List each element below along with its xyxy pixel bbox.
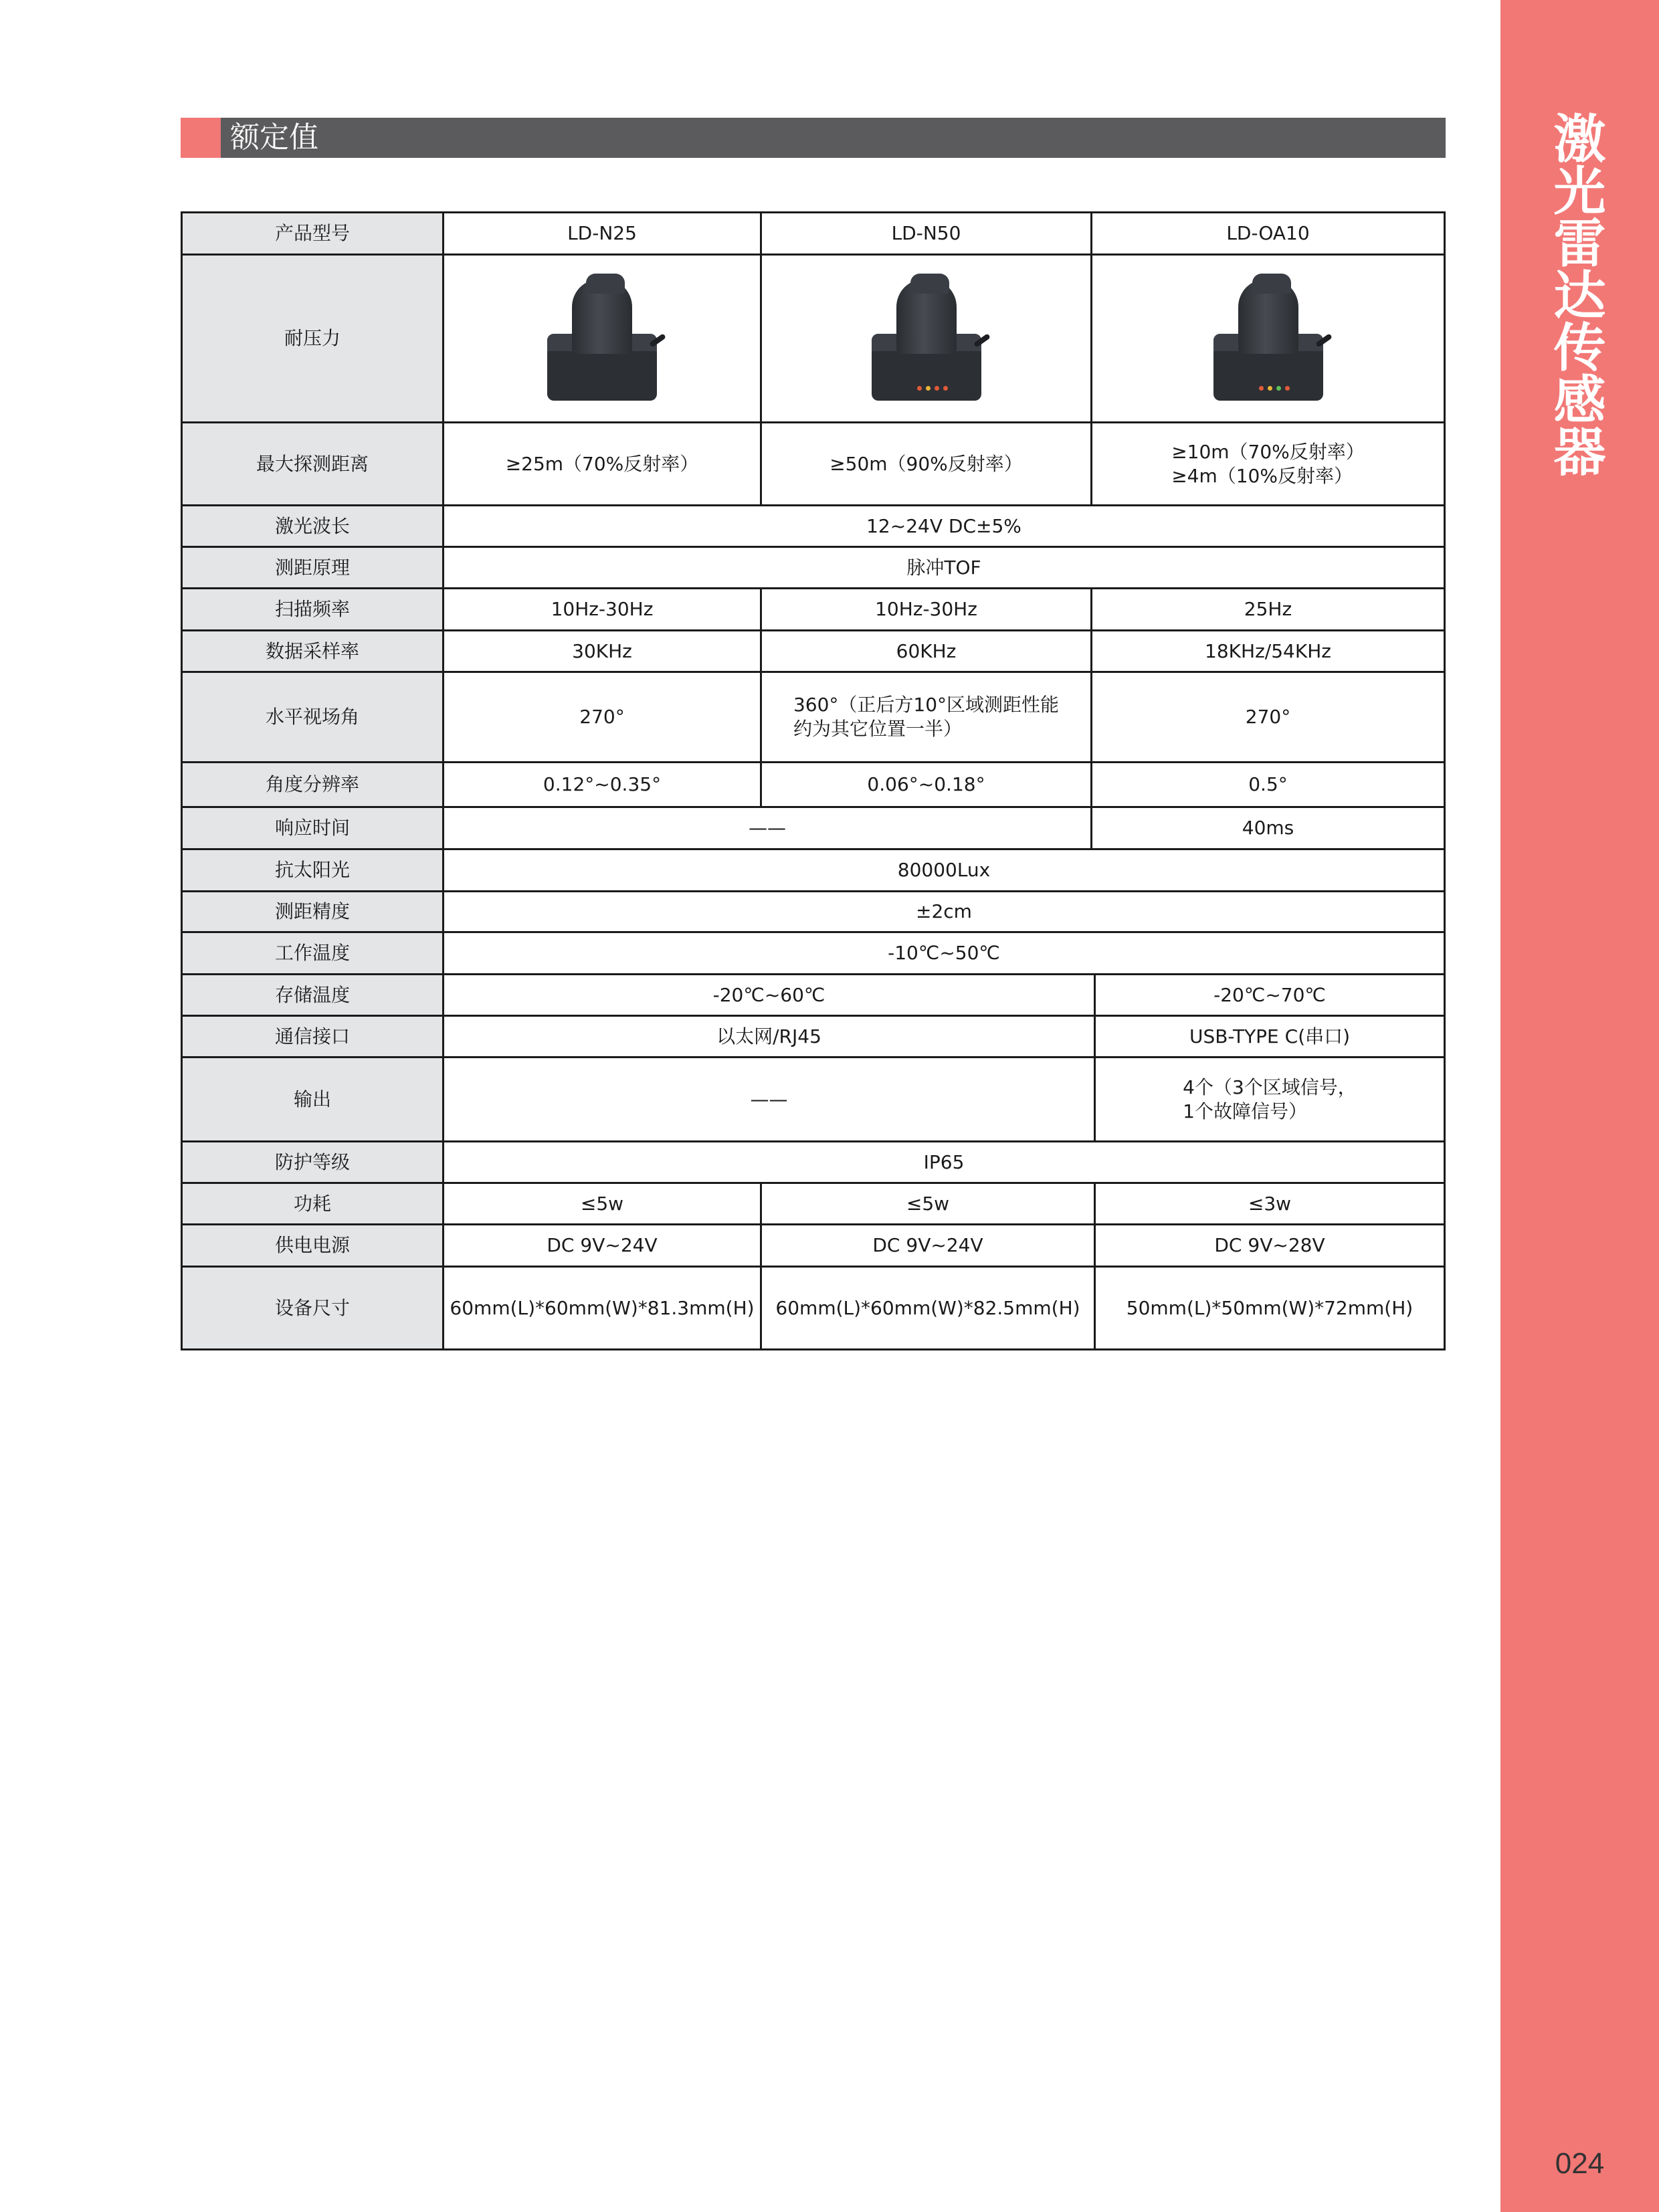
image-cell-n25 [442, 254, 762, 423]
cell-value: 0.12°~0.35° [543, 773, 662, 795]
size-label-cell [181, 1266, 444, 1350]
cell-value: ≥10m（70%反射率） ≥4m（10%反射率） [1171, 440, 1365, 487]
cell-value: 270° [579, 706, 625, 728]
side-title-char: 雷 [1553, 214, 1606, 274]
cell-value: 270° [1245, 706, 1291, 728]
max-range-label-cell [181, 421, 444, 506]
model-name: LD-N25 [567, 222, 637, 244]
sample-rate-n25 [442, 629, 762, 673]
cell-value: ≤3w [1248, 1192, 1292, 1215]
sunlight-label-cell [181, 848, 444, 892]
row-label: 防护等级 [274, 1150, 350, 1173]
response-oa10 [1090, 806, 1446, 850]
cell-value: ≥25m（70%反射率） [505, 452, 699, 475]
cell-value: 10Hz-30Hz [551, 598, 654, 620]
cell-value: 50mm(L)*50mm(W)*72mm(H) [1126, 1296, 1413, 1319]
accuracy-label-cell [181, 890, 444, 933]
power-label-cell [181, 1182, 444, 1225]
fov-n50 [760, 671, 1092, 763]
row-label: 通信接口 [274, 1025, 350, 1047]
cell-value: 0.06°~0.18° [867, 773, 985, 795]
response-label-cell [181, 806, 444, 850]
cell-value: ≤5w [906, 1192, 950, 1215]
image-row-label-cell [181, 254, 444, 423]
row-label: 激光波长 [274, 514, 350, 537]
cell-value: -20℃~60℃ [712, 983, 825, 1006]
row-label: 角度分辨率 [265, 773, 359, 795]
supply-n50 [760, 1223, 1096, 1268]
row-label: 响应时间 [274, 817, 350, 839]
sunlight-value [442, 848, 1446, 892]
cell-value: 4个（3个区域信号， 1个故障信号） [1183, 1076, 1357, 1122]
model-header-oa10 [1090, 211, 1446, 256]
side-title-char: 光 [1553, 162, 1606, 222]
cell-value: 80000Lux [897, 859, 991, 881]
laser-scanner-ld-oa10-image [1201, 268, 1335, 409]
angle-res-n50 [760, 761, 1092, 808]
interface-label-cell [181, 1015, 444, 1058]
scan-freq-n50 [760, 587, 1092, 631]
scan-freq-label-cell [181, 587, 444, 631]
cell-value: 360°（正后方10°区域测距性能 约为其它位置一半） [793, 694, 1060, 740]
protection-label-cell [181, 1140, 444, 1184]
cell-value: 0.5° [1248, 773, 1288, 795]
cell-value: 25Hz [1244, 598, 1292, 620]
row-label: 最大探测距离 [256, 452, 369, 475]
row-label: 测距原理 [274, 556, 350, 579]
side-title-char: 感 [1553, 371, 1606, 431]
header-label: 产品型号 [274, 222, 350, 244]
header-label-cell [181, 211, 444, 256]
work-temp-value [442, 931, 1446, 975]
supply-oa10 [1094, 1223, 1446, 1268]
max-range-n25 [442, 421, 762, 506]
cell-value: 12~24V DC±5% [866, 514, 1021, 537]
side-title-char: 激 [1553, 110, 1606, 170]
wavelength-label-cell [181, 504, 444, 548]
cell-value: 60mm(L)*60mm(W)*82.5mm(H) [775, 1296, 1080, 1319]
power-n25 [442, 1182, 762, 1225]
row-label: 数据采样率 [265, 639, 359, 662]
output-n25-n50 [442, 1056, 1096, 1142]
storage-temp-oa10 [1094, 973, 1446, 1017]
spec-table [181, 211, 1446, 1350]
side-title-char: 器 [1553, 423, 1606, 483]
supply-label-cell [181, 1223, 444, 1268]
fov-oa10 [1090, 671, 1446, 763]
image-cell-n50 [760, 254, 1092, 423]
interface-oa10 [1094, 1015, 1446, 1058]
storage-temp-n25-n50 [442, 973, 1096, 1017]
model-name: LD-OA10 [1226, 222, 1310, 244]
power-oa10 [1094, 1182, 1446, 1225]
fov-label-cell [181, 671, 444, 763]
principle-value [442, 546, 1446, 589]
section-header-accent [181, 118, 221, 158]
cell-value: ≥50m（90%反射率） [830, 452, 1023, 475]
status-leds [1259, 386, 1290, 391]
output-label-cell [181, 1056, 444, 1142]
output-oa10 [1094, 1056, 1446, 1142]
max-range-n50 [760, 421, 1092, 506]
size-oa10 [1094, 1266, 1446, 1350]
cell-value: —— [750, 1088, 788, 1110]
side-title [1500, 110, 1659, 483]
cell-value: 18KHz/54KHz [1205, 639, 1331, 662]
section-title: 额定值 [230, 120, 318, 155]
cell-value: USB-TYPE C(串口) [1189, 1025, 1351, 1047]
side-title-char: 传 [1553, 318, 1606, 379]
cell-value: ≤5w [580, 1192, 624, 1215]
cell-value: ±2cm [916, 900, 972, 922]
row-label: 扫描频率 [274, 598, 350, 620]
cell-value: 40ms [1242, 817, 1294, 839]
cell-value: 60mm(L)*60mm(W)*81.3mm(H) [450, 1296, 755, 1319]
image-cell-oa10 [1090, 254, 1446, 423]
cell-value: DC 9V~28V [1214, 1234, 1325, 1256]
scan-freq-n25 [442, 587, 762, 631]
row-label: 耐压力 [284, 327, 340, 349]
interface-n25-n50 [442, 1015, 1096, 1058]
cell-value: 以太网/RJ45 [716, 1025, 821, 1047]
laser-scanner-ld-n50-image [860, 268, 993, 409]
response-n25-n50 [442, 806, 1092, 850]
wavelength-value [442, 504, 1446, 548]
accuracy-value [442, 890, 1446, 933]
status-leds [917, 386, 948, 391]
row-label: 抗太阳光 [274, 859, 350, 881]
supply-n25 [442, 1223, 762, 1268]
angle-res-n25 [442, 761, 762, 808]
sample-rate-oa10 [1090, 629, 1446, 673]
storage-temp-label-cell [181, 973, 444, 1017]
angle-res-oa10 [1090, 761, 1446, 808]
size-n50 [760, 1266, 1096, 1350]
row-label: 测距精度 [274, 900, 350, 922]
section-header [181, 118, 1446, 158]
row-label: 工作温度 [274, 942, 350, 964]
cell-value: 30KHz [572, 639, 632, 662]
row-label: 功耗 [293, 1192, 331, 1215]
work-temp-label-cell [181, 931, 444, 975]
row-label: 供电电源 [274, 1234, 350, 1256]
side-band [1500, 0, 1659, 2212]
cell-value: 脉冲TOF [906, 556, 981, 579]
cell-value: DC 9V~24V [547, 1234, 658, 1256]
laser-scanner-ld-n25-image [535, 268, 669, 409]
power-n50 [760, 1182, 1096, 1225]
size-n25 [442, 1266, 762, 1350]
angle-res-label-cell [181, 761, 444, 808]
page-number: 024 [1555, 2147, 1605, 2180]
scan-freq-oa10 [1090, 587, 1446, 631]
protection-value [442, 1140, 1446, 1184]
sample-rate-label-cell [181, 629, 444, 673]
sample-rate-n50 [760, 629, 1092, 673]
row-label: 水平视场角 [265, 706, 359, 728]
max-range-oa10 [1090, 421, 1446, 506]
model-header-n50 [760, 211, 1092, 256]
model-name: LD-N50 [891, 222, 961, 244]
cell-value: -20℃~70℃ [1213, 983, 1326, 1006]
row-label: 输出 [293, 1088, 331, 1110]
cell-value: -10℃~50℃ [888, 942, 1000, 964]
fov-n25 [442, 671, 762, 763]
cell-value: DC 9V~24V [872, 1234, 983, 1256]
cell-value: —— [749, 817, 786, 839]
cell-value: IP65 [923, 1150, 965, 1173]
cell-value: 10Hz-30Hz [875, 598, 977, 620]
row-label: 设备尺寸 [274, 1296, 350, 1319]
cell-value: 60KHz [896, 639, 957, 662]
row-label: 存储温度 [274, 983, 350, 1006]
principle-label-cell [181, 546, 444, 589]
model-header-n25 [442, 211, 762, 256]
side-title-char: 达 [1553, 266, 1606, 326]
